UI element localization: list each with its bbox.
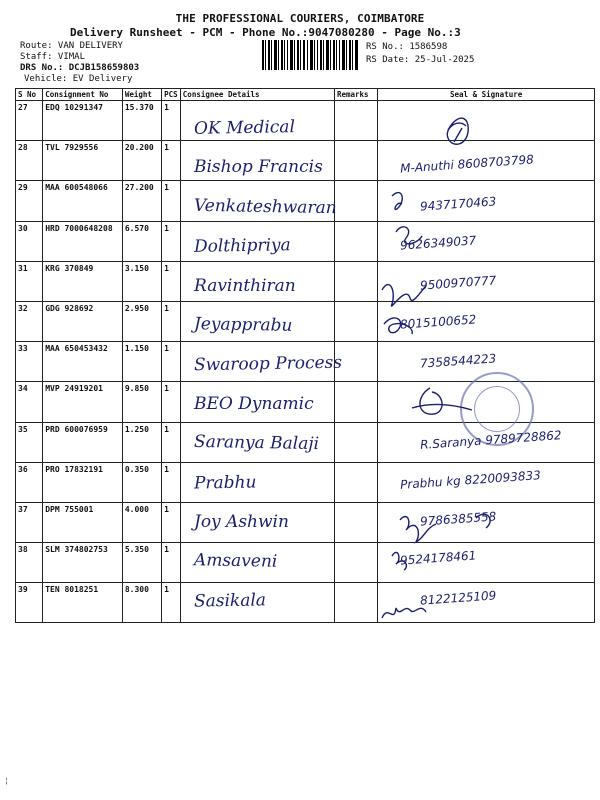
remarks-cell bbox=[334, 583, 377, 623]
sno-cell: 37 bbox=[16, 502, 43, 542]
handwritten-consignee: Jeyapprabu bbox=[193, 314, 293, 336]
handwritten-seal-note: Prabhu kg 8220093833 bbox=[399, 467, 542, 492]
pcs-cell: 1 bbox=[162, 141, 181, 181]
table-row bbox=[16, 502, 595, 542]
weight-cell: 3.150 bbox=[122, 261, 161, 301]
table-row bbox=[16, 583, 595, 623]
col-weight: Weight bbox=[122, 89, 161, 101]
pcs-cell: 1 bbox=[162, 502, 181, 542]
col-consignee: Consignee Details bbox=[180, 89, 334, 101]
consignment-cell: KRG 370849 bbox=[43, 261, 123, 301]
col-sno: S No bbox=[16, 89, 43, 101]
handwritten-consignee: Saranya Balaji bbox=[193, 432, 320, 455]
handwritten-consignee: Joy Ashwin bbox=[194, 512, 289, 532]
handwritten-seal-note: R.Saranya 9789728862 bbox=[419, 428, 562, 453]
remarks-cell bbox=[334, 141, 377, 181]
handwritten-seal-note: 8015100652 bbox=[399, 312, 477, 332]
page-corner-mark: ¦ bbox=[4, 776, 9, 785]
vehicle-label: Vehicle: EV Delivery bbox=[24, 74, 133, 84]
remarks-cell bbox=[334, 462, 377, 502]
remarks-cell bbox=[334, 301, 377, 341]
sno-cell: 36 bbox=[16, 462, 43, 502]
handwritten-consignee: Prabhu bbox=[193, 472, 257, 494]
handwritten-seal-note: 9626349037 bbox=[399, 233, 477, 253]
weight-cell: 2.950 bbox=[122, 301, 161, 341]
remarks-cell bbox=[334, 543, 377, 583]
rs-info bbox=[366, 41, 474, 67]
sno-cell: 35 bbox=[16, 422, 43, 462]
handwritten-consignee: Bishop Francis bbox=[194, 157, 323, 178]
handwritten-consignee: OK Medical bbox=[193, 117, 296, 139]
handwritten-seal-note: 9524178461 bbox=[399, 548, 477, 569]
pcs-cell: 1 bbox=[162, 261, 181, 301]
table-header-row bbox=[16, 89, 595, 101]
weight-cell: 15.370 bbox=[122, 101, 161, 141]
barcode bbox=[262, 40, 358, 70]
pcs-cell: 1 bbox=[162, 462, 181, 502]
rs-number: RS No.: 1586598 bbox=[366, 42, 448, 52]
consignment-cell: PRD 600076959 bbox=[43, 422, 123, 462]
weight-cell: 1.250 bbox=[122, 422, 161, 462]
handwritten-consignee: Swaroop Process bbox=[193, 353, 343, 376]
handwritten-consignee: Venkateshwaran bbox=[193, 195, 337, 219]
runsheet-subtitle: Delivery Runsheet - PCM - Phone No.:9047080280 - Page No.:3 bbox=[70, 26, 461, 39]
sno-cell: 30 bbox=[16, 221, 43, 261]
consignment-cell: SLM 374802753 bbox=[43, 543, 123, 583]
weight-cell: 27.200 bbox=[122, 181, 161, 221]
pcs-cell: 1 bbox=[162, 382, 181, 422]
consignment-cell: GDG 928692 bbox=[43, 301, 123, 341]
handwritten-seal-note: 9786385558 bbox=[419, 509, 497, 529]
handwritten-consignee: Ravinthiran bbox=[194, 275, 296, 296]
company-title: THE PROFESSIONAL COURIERS, COIMBATORE bbox=[175, 12, 425, 25]
weight-cell: 20.200 bbox=[122, 141, 161, 181]
weight-cell: 6.570 bbox=[122, 221, 161, 261]
consignment-cell: DPM 755001 bbox=[43, 502, 123, 542]
consignment-cell: TVL 7929556 bbox=[43, 141, 123, 181]
handwritten-consignee: BEO Dynamic bbox=[194, 393, 314, 414]
route-label: Route: VAN DELIVERY bbox=[20, 41, 123, 51]
pcs-cell: 1 bbox=[162, 543, 181, 583]
pcs-cell: 1 bbox=[162, 342, 181, 382]
pcs-cell: 1 bbox=[162, 101, 181, 141]
consignment-cell: HRD 7000648208 bbox=[43, 221, 123, 261]
remarks-cell bbox=[334, 101, 377, 141]
handwritten-consignee: Amsaveni bbox=[193, 550, 278, 573]
handwritten-seal-note: M-Anuthi 8608703798 bbox=[399, 152, 535, 177]
consignment-cell: PRO 17832191 bbox=[43, 462, 123, 502]
handwritten-consignee: Dolthipriya bbox=[193, 235, 291, 258]
pcs-cell: 1 bbox=[162, 583, 181, 623]
table-row bbox=[16, 221, 595, 261]
pcs-cell: 1 bbox=[162, 221, 181, 261]
handwritten-seal-note: 8122125109 bbox=[419, 588, 497, 608]
table-row bbox=[16, 261, 595, 301]
consignment-cell: MVP 24919201 bbox=[43, 382, 123, 422]
handwritten-consignee: Sasikala bbox=[193, 590, 267, 612]
pcs-cell: 1 bbox=[162, 422, 181, 462]
sno-cell: 31 bbox=[16, 261, 43, 301]
col-remarks: Remarks bbox=[334, 89, 377, 101]
handwritten-seal-note: 7358544223 bbox=[419, 351, 497, 372]
sno-cell: 38 bbox=[16, 543, 43, 583]
weight-cell: 5.350 bbox=[122, 543, 161, 583]
weight-cell: 1.150 bbox=[122, 342, 161, 382]
table-row bbox=[16, 101, 595, 141]
table-row bbox=[16, 543, 595, 583]
weight-cell: 8.300 bbox=[122, 583, 161, 623]
remarks-cell bbox=[334, 422, 377, 462]
remarks-cell bbox=[334, 181, 377, 221]
remarks-cell bbox=[334, 221, 377, 261]
sno-cell: 27 bbox=[16, 101, 43, 141]
handwritten-seal-note: 9500970777 bbox=[419, 272, 497, 293]
sno-cell: 39 bbox=[16, 583, 43, 623]
sno-cell: 32 bbox=[16, 301, 43, 341]
sno-cell: 34 bbox=[16, 382, 43, 422]
remarks-cell bbox=[334, 382, 377, 422]
staff-label: Staff: VIMAL bbox=[20, 52, 86, 62]
table-row bbox=[16, 301, 595, 341]
col-consignment: Consignment No bbox=[43, 89, 123, 101]
weight-cell: 4.000 bbox=[122, 502, 161, 542]
rs-date: RS Date: 25-Jul-2025 bbox=[366, 55, 475, 65]
remarks-cell bbox=[334, 261, 377, 301]
weight-cell: 9.850 bbox=[122, 382, 161, 422]
consignment-cell: MAA 650453432 bbox=[43, 342, 123, 382]
seal-cell bbox=[378, 101, 595, 141]
stamp-inner-ring bbox=[474, 386, 520, 432]
pcs-cell: 1 bbox=[162, 181, 181, 221]
remarks-cell bbox=[334, 502, 377, 542]
consignment-cell: EDQ 10291347 bbox=[43, 101, 123, 141]
col-seal: Seal & Signature bbox=[378, 89, 595, 101]
sno-cell: 28 bbox=[16, 141, 43, 181]
consignment-cell: MAA 600548066 bbox=[43, 181, 123, 221]
consignment-cell: TEN 8018251 bbox=[43, 583, 123, 623]
col-pcs: PCS bbox=[162, 89, 181, 101]
pcs-cell: 1 bbox=[162, 301, 181, 341]
handwritten-seal-note: 9437170463 bbox=[419, 194, 497, 214]
sno-cell: 33 bbox=[16, 342, 43, 382]
sno-cell: 29 bbox=[16, 181, 43, 221]
weight-cell: 0.350 bbox=[122, 462, 161, 502]
drs-number: DRS No.: DCJB158659803 bbox=[20, 63, 140, 73]
